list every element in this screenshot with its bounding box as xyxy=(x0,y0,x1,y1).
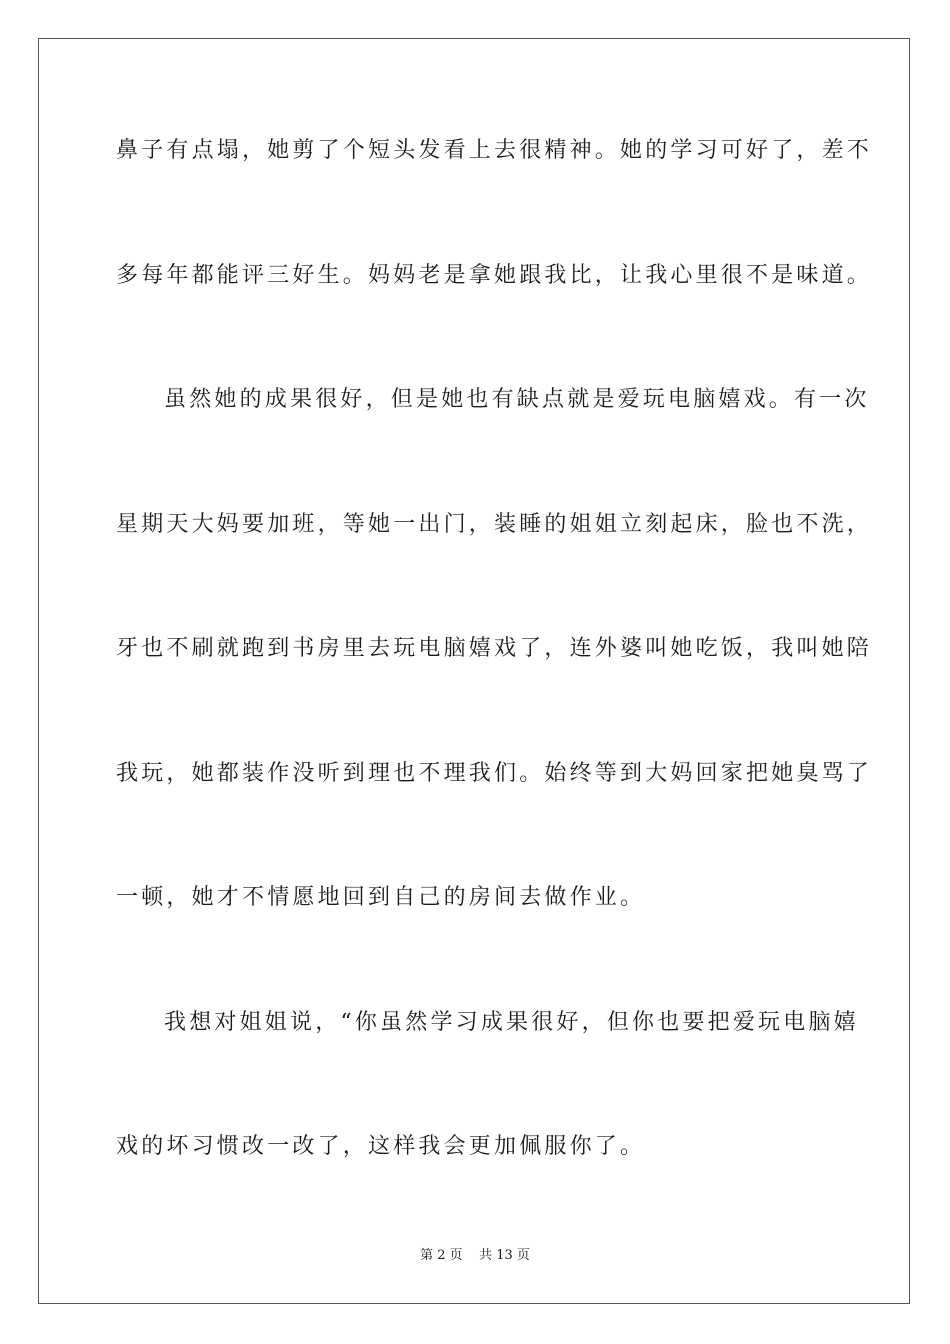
page-border xyxy=(38,38,910,1304)
body-text-line: 戏的坏习惯改一改了，这样我会更加佩服你了。 xyxy=(116,1134,646,1159)
body-text-line: 虽然她的成果很好，但是她也有缺点就是爱玩电脑嬉戏。有一次 xyxy=(164,387,870,412)
body-text-line: 鼻子有点塌，她剪了个短头发看上去很精神。她的学习可好了，差不 xyxy=(116,138,873,163)
body-text-line: 一顿，她才不情愿地回到自己的房间去做作业。 xyxy=(116,885,646,910)
body-text-line: 多每年都能评三好生。妈妈老是拿她跟我比，让我心里很不是味道。 xyxy=(116,263,873,288)
page-number-footer: 第 2 页 共 13 页 xyxy=(420,1248,530,1263)
body-text-line: 星期天大妈要加班，等她一出门，装睡的姐姐立刻起床，脸也不洗， xyxy=(116,512,873,537)
body-text-line: 我想对姐姐说，“你虽然学习成果很好，但你也要把爱玩电脑嬉 xyxy=(164,1010,859,1035)
body-text-line: 我玩，她都装作没听到理也不理我们。始终等到大妈回家把她臭骂了 xyxy=(116,761,873,786)
body-text-line: 牙也不刷就跑到书房里去玩电脑嬉戏了，连外婆叫她吃饭，我叫她陪 xyxy=(116,636,873,661)
